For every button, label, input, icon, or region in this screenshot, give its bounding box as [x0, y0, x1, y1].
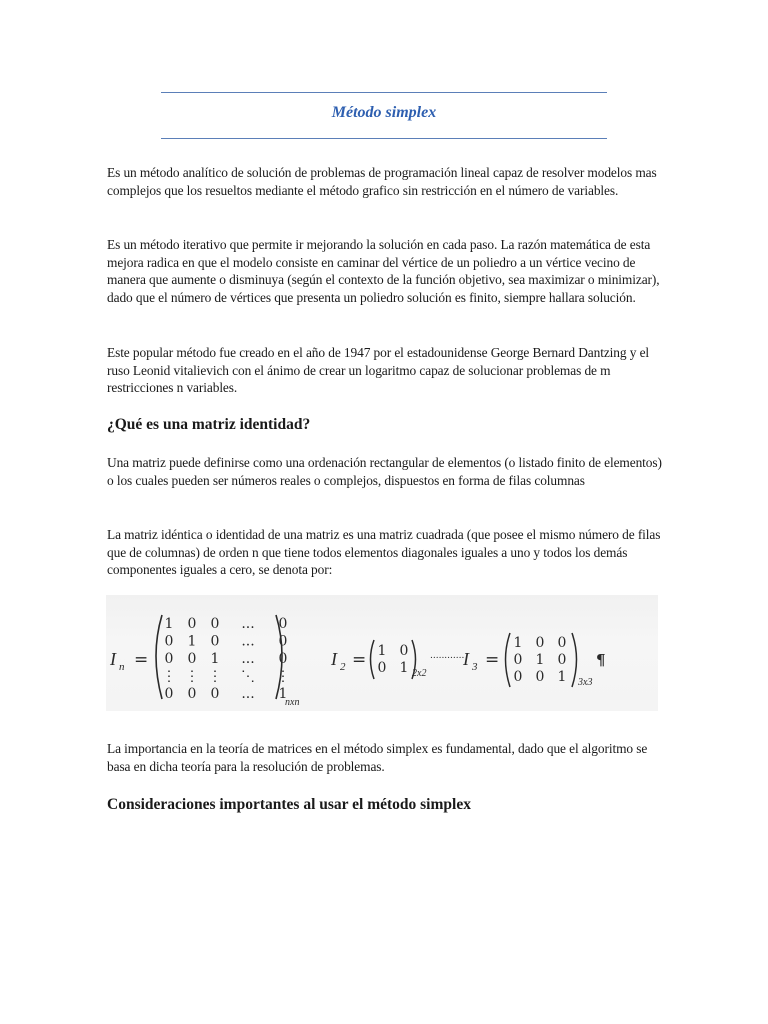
i2-cell-0-0: 1	[377, 643, 387, 659]
i3-size-label: 3x3	[578, 677, 593, 688]
i2-equals: =	[352, 650, 367, 670]
i3-cell-2-2: 1	[557, 669, 567, 685]
i3-cell-1-0: 0	[513, 652, 523, 668]
identity-matrix-figure	[106, 595, 658, 711]
i3-cell-2-0: 0	[513, 669, 523, 685]
in-cell-2-3: ...	[241, 651, 255, 667]
i3-label: I	[463, 649, 469, 669]
pilcrow-mark: ¶	[596, 651, 606, 669]
i3-cell-1-2: 0	[557, 652, 567, 668]
i3-equals: =	[485, 650, 500, 670]
in-equals: =	[134, 650, 149, 670]
page-title: Método simplex	[331, 104, 437, 121]
i2-cell-1-0: 0	[377, 660, 387, 676]
in-cell-3-1: ⋮	[185, 668, 199, 685]
in-cell-0-3: ...	[241, 616, 255, 632]
i3-cell-2-1: 0	[535, 669, 545, 685]
paragraph-history: Este popular método fue creado en el año de 1947 por el estadounidense George Bernard Dantzing y el ruso Leonid vitalievich con el ánimo de crear un logaritmo capaz de solucionar problemas de m restricciones n variables.	[107, 345, 650, 396]
i2-size-label: 2x2	[412, 668, 427, 679]
i3-cell-0-1: 0	[535, 635, 545, 651]
i3-cell-1-1: 1	[535, 652, 545, 668]
i2-cell-0-1: 0	[399, 643, 409, 659]
paragraph-matrix-definition: Una matriz puede definirse como una ordenación rectangular de elementos (o listado finito de elementos) o los cuales pueden ser números reales o complejos, dispuestos en forma de filas columnas	[107, 455, 662, 488]
in-cell-3-4: ⋮	[276, 668, 290, 685]
in-cell-2-4: 0	[278, 651, 288, 667]
heading-identity-matrix: ¿Qué es una matriz identidad?	[107, 416, 311, 433]
in-matrix-cells	[162, 616, 290, 702]
identity-matrix-svg	[106, 595, 658, 711]
in-cell-4-1: 0	[187, 686, 197, 702]
heading-simplex-considerations: Consideraciones importantes al usar el método simplex	[107, 796, 471, 813]
in-label: I	[110, 649, 116, 669]
in-cell-4-2: 0	[210, 686, 220, 702]
in-cell-4-4: 1	[278, 686, 288, 702]
in-subscript: n	[119, 661, 125, 673]
in-cell-0-2: 0	[210, 616, 220, 632]
i2-matrix-cells	[378, 643, 409, 676]
i3-left-paren	[506, 633, 511, 687]
i3-right-paren	[572, 633, 577, 687]
i2-cell-1-1: 1	[399, 660, 409, 676]
in-cell-3-3: ⋱	[241, 668, 255, 685]
i3-cell-0-0: 1	[513, 635, 523, 651]
in-cell-2-0: 0	[164, 651, 174, 667]
paragraph-iterative: Es un método iterativo que permite ir mejorando la solución en cada paso. La razón matemática de esta mejora radica en que el modelo consiste en caminar del vértice de un poliedro a un vértice vecino de manera que aumente o disminuya (según el contexto de la función objetivo, sea maximizar o minimizar), dado que el número de vértices que presenta un poliedro solución es finito, siempre hallara solución.	[107, 237, 660, 305]
in-left-paren	[156, 615, 162, 699]
dotted-separator: ............	[430, 651, 465, 661]
in-cell-4-0: 0	[164, 686, 174, 702]
paragraph-identity-definition: La matriz idéntica o identidad de una matriz es una matriz cuadrada (que posee el mismo número de filas que de columnas) de orden n que tiene todos elementos diagonales iguales a uno y todos los demás componentes iguales a cero, se denota por:	[107, 527, 661, 578]
paragraph-matrix-importance: La importancia en la teoría de matrices en el método simplex es fundamental, dado que el algoritmo se basa en dicha teoría para la resolución de problemas.	[107, 741, 648, 774]
i3-matrix-cells	[514, 635, 567, 685]
in-size-label: nxn	[285, 697, 300, 708]
in-cell-4-3: ...	[241, 686, 255, 702]
in-cell-1-0: 0	[164, 633, 174, 650]
in-cell-1-1: 1	[187, 633, 197, 650]
in-cell-3-2: ⋮	[208, 668, 222, 685]
in-cell-1-3: ...	[241, 633, 255, 650]
in-cell-1-2: 0	[210, 633, 220, 650]
i3-subscript: 3	[472, 661, 478, 673]
i2-left-paren	[371, 640, 375, 679]
in-cell-0-1: 0	[187, 616, 197, 632]
title-rule-bottom	[161, 138, 607, 139]
paragraph-intro: Es un método analítico de solución de problemas de programación lineal capaz de resolver modelos mas complejos que los resueltos mediante el método grafico sin restricción en el número de variables.	[107, 165, 657, 198]
in-cell-2-1: 0	[187, 651, 197, 667]
in-cell-0-0: 1	[164, 616, 174, 632]
in-cell-2-2: 1	[210, 651, 220, 667]
i2-subscript: 2	[340, 661, 346, 673]
in-cell-1-4: 0	[278, 633, 288, 650]
in-cell-3-0: ⋮	[162, 668, 176, 685]
i3-cell-0-2: 0	[557, 635, 567, 651]
title-rule-top	[161, 92, 607, 93]
in-cell-0-4: 0	[278, 616, 288, 632]
i2-label: I	[331, 649, 337, 669]
